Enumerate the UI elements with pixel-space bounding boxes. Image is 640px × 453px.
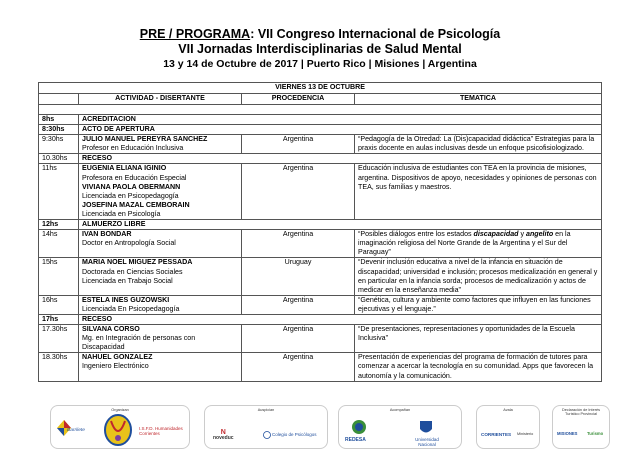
speaker-role: Mg. en Integración de personas con Discapacidad [82,334,196,352]
procedencia-cell: Argentina [242,230,355,258]
program-table [38,82,602,382]
tema-text: y [518,230,526,239]
speaker-cell [79,258,242,295]
activity-cell: ACREDITACION [79,115,602,125]
table-row [39,154,602,164]
turismo-logo: Turismo [587,431,604,436]
speaker-name: MARIA NOEL MIGUEZ PESSADA [82,258,193,267]
tematica-cell: “De presentaciones, representaciones y oportunidades de la Escuela Inclusiva” [355,325,602,353]
tematica-cell: “Genética, cultura y ambiente como factores que influyen en las funciones ejecutivas y el lenguaje.” [355,295,602,314]
time-cell: 14hs [39,230,79,258]
speaker-cell [79,325,242,353]
colegio-logo: Colegio de Psicólogos [272,432,317,437]
isfd-logo: I.S.F.D. Humanidades Corrientes [139,426,183,436]
table-row [39,258,602,295]
time-cell: 17.30hs [39,325,79,353]
title-prefix: PRE / PROGRAMA [139,27,251,41]
table-row [39,164,602,220]
activity-cell: ALMUERZO LIBRE [79,220,602,230]
time-cell: 12hs [39,220,79,230]
activity-cell: RECESO [79,154,602,164]
tema-emphasis: angelito [526,230,554,239]
speaker-role: Profesor en Educación Inclusiva [82,144,184,153]
time-cell: 8hs [39,115,79,125]
speaker-name: ESTELA INES GUZOWSKI [82,295,170,304]
speaker-name: IVAN BONDAR [82,230,132,239]
barrilete-logo-text: Barrilete [67,428,85,433]
colegio-seal-icon [263,431,271,439]
speaker-role: Licenciada en Trabajo Social [82,276,173,285]
activity-cell: RECESO [79,314,602,324]
title-line-3: 13 y 14 de Octubre de 2017 | Puerto Rico | Misiones | Argentina [163,58,477,70]
procedencia-cell: Argentina [242,325,355,353]
tema-text: en la imaginación religiosa del Norte Grande de la Argentina y el Sur del Paraguay” [358,230,571,257]
table-row [39,220,602,230]
avala-box [476,405,540,449]
activity-cell: ACTO DE APERTURA [79,125,602,135]
time-cell: 8:30hs [39,125,79,135]
table-row [39,295,602,314]
sponsors-footer [0,405,640,453]
auspician-label: Auspician [257,408,275,412]
day-title: VIERNES 13 DE OCTUBRE [39,83,602,94]
speaker-role: Ingeniero Electrónico [82,362,149,371]
procedencia-cell: Argentina [242,353,355,381]
table-row [39,115,602,125]
table-row [39,314,602,324]
speaker-role: Doctorada en Ciencias Sociales [82,267,183,276]
title-line-1 [0,27,640,41]
speaker-cell [79,164,242,220]
time-cell: 11hs [39,164,79,220]
table-row [39,230,602,258]
day-row [39,83,602,94]
time-cell: 18.30hs [39,353,79,381]
misiones-logo: MISIONES [557,431,578,436]
organizan-box [50,405,190,449]
speaker-role: Licenciada En Psicopedagogía [82,304,180,313]
avala-label: Avala [503,408,513,412]
procedencia-cell: Argentina [242,164,355,220]
time-cell: 9:30hs [39,135,79,154]
title-rest: : VII Congreso Internacional de Psicología [250,27,501,41]
acompanan-box [338,405,462,449]
speaker-role: Licenciada en Psicología [82,209,161,218]
university-logo: Universidad Nacional [415,437,439,447]
speaker-cell [79,353,242,381]
procedencia-cell: Uruguay [242,258,355,295]
acompanan-label: Acompañan [389,408,411,412]
tema-text: “Posibles diálogos entre los estados [358,230,474,239]
time-cell: 10.30hs [39,154,79,164]
time-cell: 17hs [39,314,79,324]
speaker-role: Doctor en Antropología Social [82,239,176,248]
auspician-box [204,405,328,449]
organizan-label: Organizan [111,408,129,412]
speaker-cell [79,295,242,314]
tema-emphasis: discapacidad [473,230,519,239]
col-time [39,94,79,105]
ministerio-logo: Ministerio [517,432,534,436]
organizer-emblem-icon [103,413,133,447]
table-row [39,353,602,381]
declaracion-box [552,405,610,449]
noveduc-logo [213,430,234,441]
speaker-name: SILVANA CORSO [82,325,140,334]
procedencia-cell: Argentina [242,135,355,154]
table-row [39,135,602,154]
col-procedencia: PROCEDENCIA [242,94,355,105]
speaker-cell [79,135,242,154]
redesa-globe-icon [351,418,367,436]
blank-row [39,105,602,115]
corrientes-logo: CORRIENTES [481,432,512,437]
column-header-row [39,94,602,105]
tematica-cell: Educación inclusiva de estudiantes con TEA en la provincia de misiones, argentina. Dispositivos de apoyo, necesidades y opiniones de personas con TEA, sus familias y maestros. [355,164,602,220]
col-activity: ACTIVIDAD - DISERTANTE [79,94,242,105]
redesa-logo: REDESA [345,437,366,443]
procedencia-cell: Argentina [242,295,355,314]
tematica-cell [355,230,602,258]
speaker-role: Licenciada en Psicopedagogía [82,191,179,200]
speaker-name: JOSEFINA MAZAL CEMBORAIN [82,200,190,209]
speaker-cell [79,230,242,258]
tematica-cell: “Pedagogía de la Otredad: La (Dis)capacidad didáctica” Estrategias para la praxis docente en aulas inclusivas desde un enfoque psicofisiologizado. [355,135,602,154]
col-tematica: TEMATICA [355,94,602,105]
speaker-name: JULIO MANUEL PEREYRA SANCHEZ [82,135,208,144]
table-row [39,325,602,353]
noveduc-text: noveduc [213,435,234,441]
table-row [39,125,602,135]
speaker-name: NAHUEL GONZALEZ [82,353,153,362]
declaracion-label: Declaración de Interés Turístico Provincial [562,408,600,416]
tematica-cell: Presentación de experiencias del programa de formación de tutores para comenzar a acercar la tecnología en su comunidad. Apps que favorecen la autonomía y la comunicación. [355,353,602,381]
noveduc-n-icon: N [220,429,226,436]
title-line-2: VII Jornadas Interdisciplinarias de Salud Mental [178,42,462,56]
time-cell: 16hs [39,295,79,314]
tematica-cell: “Devenir inclusión educativa a nivel de la infancia en situación de discapacidad; universidad e inclusión; procesos medicalización en general y en particular en la infancia sorda; procesos de medicalización y actos de medicar en la enseñanza media” [355,258,602,295]
time-cell: 15hs [39,258,79,295]
speaker-name: EUGENIA ELIANA IGINIO [82,164,167,173]
speaker-name: VIVIANA PAOLA OBERMANN [82,182,181,191]
speaker-role: Profesora en Educación Especial [82,173,187,182]
university-shield-icon [419,420,433,436]
